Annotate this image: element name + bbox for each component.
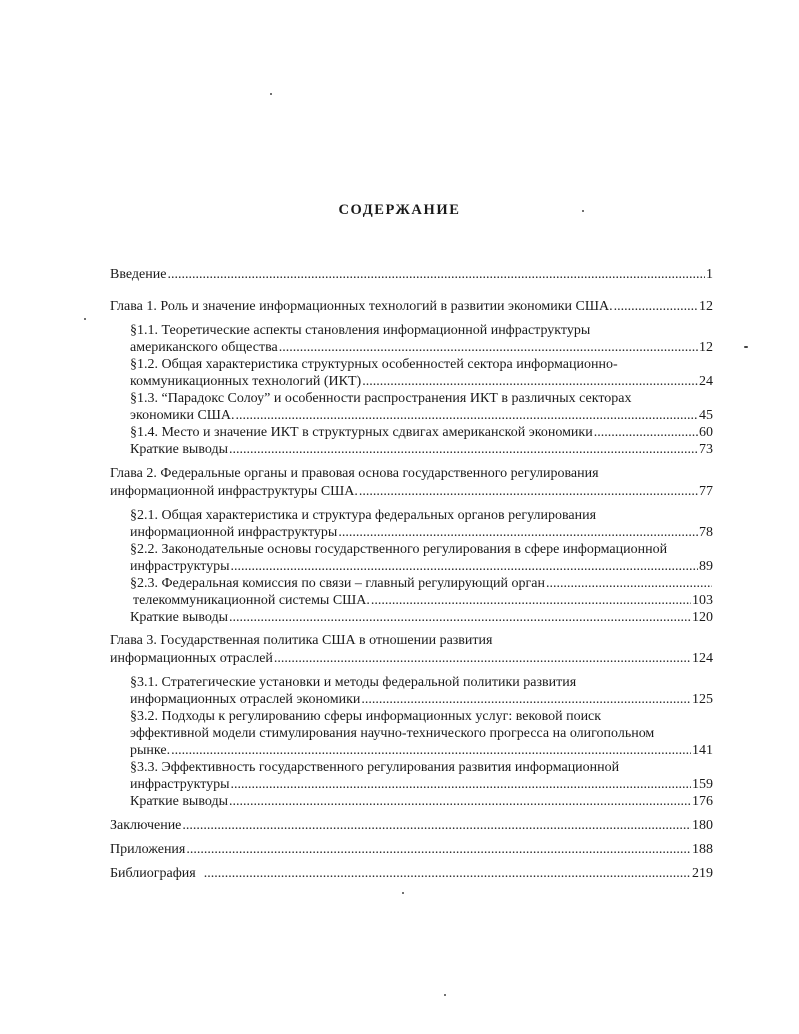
dot-leader	[182, 817, 691, 834]
dot-leader	[231, 558, 698, 575]
dot-leader	[338, 524, 698, 541]
toc-section-3-2[interactable]	[130, 742, 713, 759]
dot-leader	[186, 841, 691, 858]
toc-summary-3[interactable]	[130, 793, 713, 810]
toc-entry-label: Краткие выводы	[130, 610, 228, 625]
toc-section-1-4[interactable]	[130, 424, 713, 441]
toc-chapter-1[interactable]	[110, 298, 713, 315]
toc-entry-page: 1	[706, 267, 713, 282]
toc-section-2-2[interactable]	[130, 558, 713, 575]
toc-title: СОДЕРЖАНИЕ	[338, 202, 461, 218]
scan-speck	[744, 346, 748, 348]
toc-section-1-3[interactable]	[130, 407, 713, 424]
toc-entry-page: 141	[692, 743, 713, 758]
toc-entry-page: 24	[699, 374, 713, 389]
toc-entry-label: телекоммуникационной системы США.	[133, 593, 370, 608]
dot-leader	[362, 373, 698, 390]
toc-entry-page: 60	[699, 425, 713, 440]
toc-entry-label: §2.3. Федеральная комиссия по связи – главный регулирующий орган	[130, 576, 545, 591]
toc-section-1-1[interactable]	[130, 339, 713, 356]
toc-entry-label: коммуникационных технологий (ИКТ)	[130, 374, 362, 389]
toc-section-1-2-line1: §1.2. Общая характеристика структурных особенностей сектора информационно-	[130, 357, 618, 372]
toc-section-3-1-line1: §3.1. Стратегические установки и методы федеральной политики развития	[130, 675, 577, 690]
dot-leader	[279, 339, 698, 356]
toc-entry-label: информационной инфраструктуры США.	[110, 484, 358, 499]
toc-chapter-2[interactable]	[110, 483, 713, 500]
toc-entry-page: 12	[699, 340, 713, 355]
toc-entry-label: §1.4. Место и значение ИКТ в структурных сдвигах американской экономики	[130, 425, 593, 440]
toc-entry-page: 219	[692, 866, 713, 881]
toc-entry-page: 125	[692, 692, 713, 707]
toc-section-3-2-line1: §3.2. Подходы к регулированию сферы информационных услуг: вековой поиск	[130, 709, 602, 724]
toc-section-3-3-line1: §3.3. Эффективность государственного регулирования развития информационной	[130, 760, 620, 775]
toc-entry-page: 176	[692, 794, 713, 809]
dot-leader	[167, 266, 705, 283]
toc-section-1-2[interactable]	[130, 373, 713, 390]
toc-summary-2[interactable]	[130, 609, 713, 626]
toc-section-3-2-line2: эффективной модели стимулирования научно-технического прогресса на олигопольном	[130, 726, 655, 741]
toc-entry-label: Приложения	[110, 842, 186, 857]
dot-leader	[171, 742, 691, 759]
toc-entry-page: 45	[699, 408, 713, 423]
toc-entry-label: Краткие выводы	[130, 442, 228, 457]
toc-entry-label: Введение	[110, 267, 167, 282]
toc-chapter-3-line1: Глава 3. Государственная политика США в отношении развития	[110, 633, 493, 648]
dot-leader	[236, 407, 698, 424]
toc-section-2-2-line1: §2.2. Законодательные основы государственного регулирования в сфере информационной	[130, 542, 668, 557]
toc-entry-label: информационной инфраструктуры	[130, 525, 338, 540]
toc-entry-page: 180	[692, 818, 713, 833]
dot-leader	[361, 691, 691, 708]
toc-entry-page: 77	[699, 484, 713, 499]
toc-chapter-3[interactable]	[110, 650, 713, 667]
dot-leader	[274, 650, 691, 667]
toc-entry-page: 124	[692, 651, 713, 666]
scan-speck	[270, 93, 272, 95]
toc-entry-label: информационных отраслей	[110, 651, 273, 666]
toc-entry-page: 89	[699, 559, 713, 574]
toc-entry-label: Заключение	[110, 818, 182, 833]
toc-entry-label: инфраструктуры	[130, 777, 230, 792]
toc-entry-conclusion[interactable]	[110, 817, 713, 834]
toc-entry-label: экономики США.	[130, 408, 235, 423]
toc-entry-page: 103	[692, 593, 713, 608]
toc-section-1-1-line1: §1.1. Теоретические аспекты становления информационной инфраструктуры	[130, 323, 591, 338]
toc-entry-label: информационных отраслей экономики	[130, 692, 361, 707]
toc-section-2-1[interactable]	[130, 524, 713, 541]
dot-leader	[594, 424, 698, 441]
dot-leader	[371, 592, 691, 609]
toc-entry-label: Краткие выводы	[130, 794, 228, 809]
toc-section-3-3[interactable]	[130, 776, 713, 793]
toc-section-2-3[interactable]	[133, 592, 713, 609]
dot-leader	[359, 483, 698, 500]
dot-leader	[546, 575, 712, 592]
dot-leader	[229, 609, 691, 626]
scan-speck	[402, 892, 404, 894]
toc-entry-page: 120	[692, 610, 713, 625]
toc-entry-page: 188	[692, 842, 713, 857]
dot-leader	[614, 298, 698, 315]
dot-leader	[204, 865, 691, 882]
toc-entry-label: Библиография	[110, 866, 196, 881]
toc-entry-label: инфраструктуры	[130, 559, 230, 574]
toc-entry-intro[interactable]	[110, 266, 713, 283]
toc-entry-label: рынке.	[130, 743, 171, 758]
toc-entry-page: 73	[699, 442, 713, 457]
dot-leader	[229, 793, 691, 810]
toc-section-2-3-line1	[130, 575, 713, 592]
toc-chapter-2-line1: Глава 2. Федеральные органы и правовая основа государственного регулирования	[110, 466, 599, 481]
dot-leader	[229, 441, 698, 458]
toc-section-3-1[interactable]	[130, 691, 713, 708]
toc-entry-bibliography[interactable]	[110, 865, 713, 882]
scan-speck	[582, 210, 584, 212]
toc-entry-page: 159	[692, 777, 713, 792]
toc-entry-page: 12	[699, 299, 713, 314]
toc-entry-label: Глава 1. Роль и значение информационных технологий в развитии экономики США.	[110, 299, 613, 314]
dot-leader	[231, 776, 691, 793]
toc-entry-page: 78	[699, 525, 713, 540]
toc-summary-1[interactable]	[130, 441, 713, 458]
scan-speck	[444, 994, 446, 996]
scan-speck	[84, 318, 86, 320]
toc-section-2-1-line1: §2.1. Общая характеристика и структура федеральных органов регулирования	[130, 508, 597, 523]
toc-section-1-3-line1: §1.3. “Парадокс Солоу” и особенности распространения ИКТ в различных секторах	[130, 391, 632, 406]
toc-entry-appendix[interactable]	[110, 841, 713, 858]
toc-entry-label: американского общества	[130, 340, 278, 355]
